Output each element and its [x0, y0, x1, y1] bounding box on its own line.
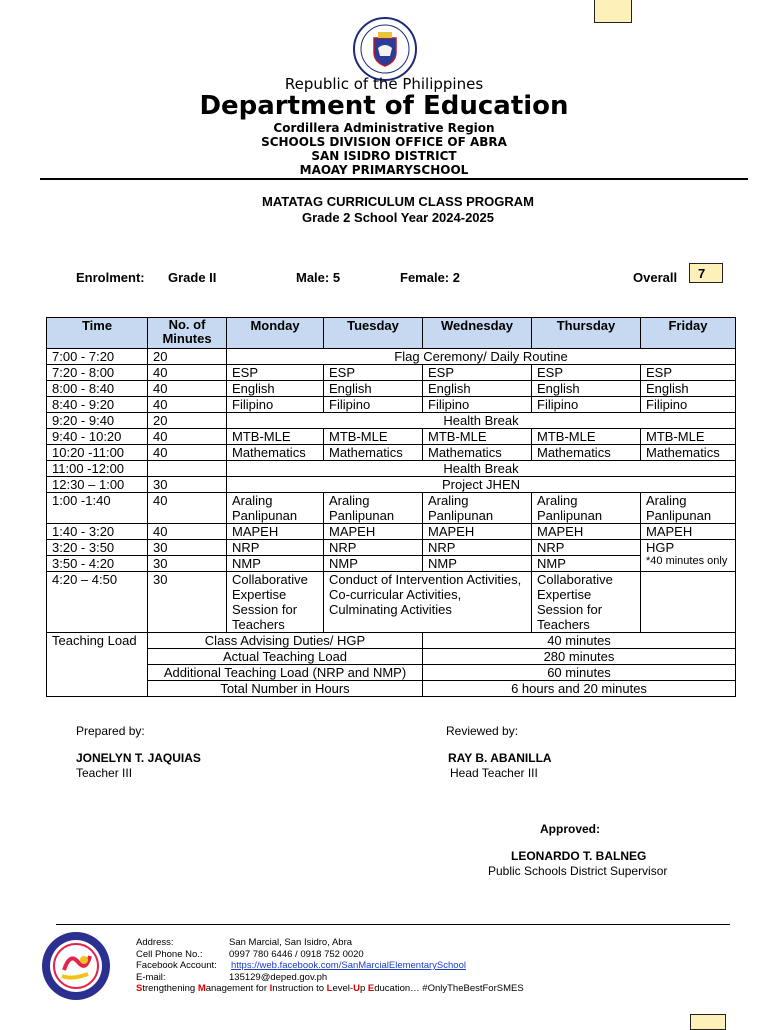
reviewed-label: Reviewed by: [446, 724, 519, 738]
monday-cell: NMP [227, 556, 324, 572]
time-cell: 9:20 - 9:40 [47, 413, 148, 429]
email-value: 135129@deped.gov.ph [229, 971, 328, 983]
time-cell: 7:20 - 8:00 [47, 365, 148, 381]
tuesday-cell: Araling Panlipunan [324, 493, 423, 524]
table-row [47, 493, 736, 524]
program-title: MATATAG CURRICULUM CLASS PROGRAM [261, 194, 534, 209]
reviewed-name: RAY B. ABANILLA [448, 751, 552, 765]
teaching-load-row [47, 681, 736, 697]
tuesday-cell: MTB-MLE [324, 429, 423, 445]
teaching-load-row [47, 633, 736, 649]
monday-cell: Mathematics [227, 445, 324, 461]
table-row [47, 461, 736, 477]
tuesday-cell: MAPEH [324, 524, 423, 540]
tuesday-wednesday-cell: Conduct of Intervention Activities, Co-curricular Activities, Culminating Activities [324, 572, 532, 633]
header-time: Time [47, 318, 148, 349]
header-thursday: Thursday [532, 318, 641, 349]
prepared-title: Teacher III [76, 766, 133, 780]
school-logo-icon [40, 930, 112, 1002]
minutes-cell: 40 [148, 397, 227, 413]
minutes-cell: 40 [148, 429, 227, 445]
thursday-cell: NMP [532, 556, 641, 572]
thursday-cell: Collaborative Expertise Session for Teachers [532, 572, 641, 633]
enrolment-overall-label: Overall [633, 270, 678, 285]
wednesday-cell: MAPEH [423, 524, 532, 540]
minutes-cell: 30 [148, 556, 227, 572]
address-label: Address: [136, 937, 174, 948]
table-header-row [47, 318, 736, 349]
wednesday-cell: NMP [423, 556, 532, 572]
load-desc-cell: Total Number in Hours [148, 681, 423, 697]
monday-cell: Araling Panlipunan [227, 493, 324, 524]
approved-title: Public Schools District Supervisor [488, 864, 668, 878]
wednesday-cell: Filipino [423, 397, 532, 413]
monday-cell: MAPEH [227, 524, 324, 540]
load-value-cell: 280 minutes [423, 649, 736, 665]
thursday-cell: MAPEH [532, 524, 641, 540]
table-row [47, 477, 736, 493]
teaching-load-row [47, 649, 736, 665]
thursday-cell: ESP [532, 365, 641, 381]
corner-highlight-box [594, 0, 632, 23]
enrolment-label: Enrolment: [76, 270, 145, 285]
table-row [47, 413, 736, 429]
time-cell: 11:00 -12:00 [47, 461, 148, 477]
enrolment-grade: Grade II [168, 270, 217, 285]
tuesday-cell: NRP [324, 540, 423, 556]
thursday-cell: NRP [532, 540, 641, 556]
program-subtitle: Grade 2 School Year 2024-2025 [302, 210, 494, 225]
minutes-cell: 30 [148, 540, 227, 556]
header-friday: Friday [641, 318, 736, 349]
friday-cell: English [641, 381, 736, 397]
tuesday-cell: English [324, 381, 423, 397]
header-divider [40, 178, 748, 180]
school-line: MAOAY PRIMARYSCHOOL [299, 163, 469, 177]
approved-name: LEONARDO T. BALNEG [511, 849, 647, 863]
time-cell: 7:00 - 7:20 [47, 349, 148, 365]
header-minutes: No. of Minutes [148, 318, 227, 349]
friday-hgp-cell [641, 540, 736, 572]
table-row [47, 381, 736, 397]
table-row [47, 524, 736, 540]
republic-line: Republic of the Philippines [284, 75, 484, 93]
enrolment-overall-value: 7 [689, 263, 723, 283]
span-cell: Health Break [227, 413, 736, 429]
minutes-cell [148, 461, 227, 477]
minutes-cell: 40 [148, 493, 227, 524]
load-value-cell: 6 hours and 20 minutes [423, 681, 736, 697]
monday-cell: NRP [227, 540, 324, 556]
table-row [47, 365, 736, 381]
header-tuesday: Tuesday [324, 318, 423, 349]
monday-cell: MTB-MLE [227, 429, 324, 445]
table-row [47, 349, 736, 365]
class-program-table [46, 317, 736, 697]
table-row [47, 445, 736, 461]
approved-label: Approved: [540, 822, 600, 836]
teaching-load-row [47, 665, 736, 681]
monday-cell: Filipino [227, 397, 324, 413]
time-cell: 1:40 - 3:20 [47, 524, 148, 540]
span-cell: Flag Ceremony/ Daily Routine [227, 349, 736, 365]
table-row [47, 540, 736, 556]
table-row [47, 429, 736, 445]
phone-value: 0997 780 6446 / 0918 752 0020 [229, 948, 364, 960]
department-title: Department of Education [199, 91, 569, 121]
thursday-cell: MTB-MLE [532, 429, 641, 445]
span-cell: Project JHEN [227, 477, 736, 493]
tuesday-cell: NMP [324, 556, 423, 572]
time-cell: 8:00 - 8:40 [47, 381, 148, 397]
thursday-cell: Araling Panlipunan [532, 493, 641, 524]
wednesday-cell: MTB-MLE [423, 429, 532, 445]
header-wednesday: Wednesday [423, 318, 532, 349]
facebook-link[interactable]: https://web.facebook.com/SanMarcialElementarySchool [231, 960, 466, 971]
motto-line: Strengthening Management for Instruction to Level-Up Education… #OnlyTheBestForSMES [136, 983, 524, 994]
time-cell: 10:20 -11:00 [47, 445, 148, 461]
load-desc-cell: Actual Teaching Load [148, 649, 423, 665]
time-cell: 8:40 - 9:20 [47, 397, 148, 413]
load-value-cell: 60 minutes [423, 665, 736, 681]
time-cell: 1:00 -1:40 [47, 493, 148, 524]
minutes-cell: 40 [148, 365, 227, 381]
minutes-cell: 20 [148, 349, 227, 365]
wednesday-cell: Mathematics [423, 445, 532, 461]
enrolment-male: Male: 5 [296, 270, 341, 285]
friday-cell [641, 572, 736, 633]
time-cell: 3:20 - 3:50 [47, 540, 148, 556]
minutes-cell: 40 [148, 381, 227, 397]
reviewed-title: Head Teacher III [450, 766, 538, 780]
friday-cell: ESP [641, 365, 736, 381]
wednesday-cell: NRP [423, 540, 532, 556]
load-desc-cell: Class Advising Duties/ HGP [148, 633, 423, 649]
table-row [47, 556, 736, 572]
friday-hgp-label: HGP [646, 540, 675, 555]
time-cell: 4:20 – 4:50 [47, 572, 148, 633]
footer-contact [136, 937, 524, 995]
minutes-cell: 20 [148, 413, 227, 429]
friday-cell: Filipino [641, 397, 736, 413]
friday-hgp-note: *40 minutes only [646, 555, 728, 567]
prepared-name: JONELYN T. JAQUIAS [76, 751, 201, 765]
monday-cell: ESP [227, 365, 324, 381]
thursday-cell: Mathematics [532, 445, 641, 461]
tuesday-cell: Mathematics [324, 445, 423, 461]
enrolment-female: Female: 2 [400, 270, 460, 285]
address-value: San Marcial, San Isidro, Abra [229, 937, 353, 948]
friday-cell: MTB-MLE [641, 429, 736, 445]
district-line: SAN ISIDRO DISTRICT [311, 149, 457, 163]
tuesday-cell: Filipino [324, 397, 423, 413]
friday-cell: Mathematics [641, 445, 736, 461]
table-row [47, 397, 736, 413]
monday-cell: Collaborative Expertise Session for Teachers [227, 572, 324, 633]
time-cell: 3:50 - 4:20 [47, 556, 148, 572]
prepared-label: Prepared by: [76, 724, 145, 738]
division-line: SCHOOLS DIVISION OFFICE OF ABRA [261, 135, 507, 149]
wednesday-cell: English [423, 381, 532, 397]
thursday-cell: English [532, 381, 641, 397]
load-value-cell: 40 minutes [423, 633, 736, 649]
table-row [47, 572, 736, 633]
minutes-cell: 30 [148, 477, 227, 493]
thursday-cell: Filipino [532, 397, 641, 413]
monday-cell: English [227, 381, 324, 397]
span-cell: Health Break [227, 461, 736, 477]
region-line: Cordillera Administrative Region [273, 121, 495, 135]
deped-seal-icon [348, 16, 422, 82]
facebook-label: Facebook Account: [136, 960, 217, 971]
wednesday-cell: ESP [423, 365, 532, 381]
friday-cell: MAPEH [641, 524, 736, 540]
email-label: E-mail: [136, 971, 166, 983]
phone-label: Cell Phone No.: [136, 948, 203, 960]
teaching-load-label: Teaching Load [47, 633, 148, 697]
load-desc-cell: Additional Teaching Load (NRP and NMP) [148, 665, 423, 681]
friday-cell: Araling Panlipunan [641, 493, 736, 524]
time-cell: 12:30 – 1:00 [47, 477, 148, 493]
minutes-cell: 40 [148, 524, 227, 540]
time-cell: 9:40 - 10:20 [47, 429, 148, 445]
minutes-cell: 30 [148, 572, 227, 633]
header-monday: Monday [227, 318, 324, 349]
tuesday-cell: ESP [324, 365, 423, 381]
corner-highlight-box-bottom [690, 1014, 726, 1030]
wednesday-cell: Araling Panlipunan [423, 493, 532, 524]
minutes-cell: 40 [148, 445, 227, 461]
footer-divider [56, 924, 730, 925]
